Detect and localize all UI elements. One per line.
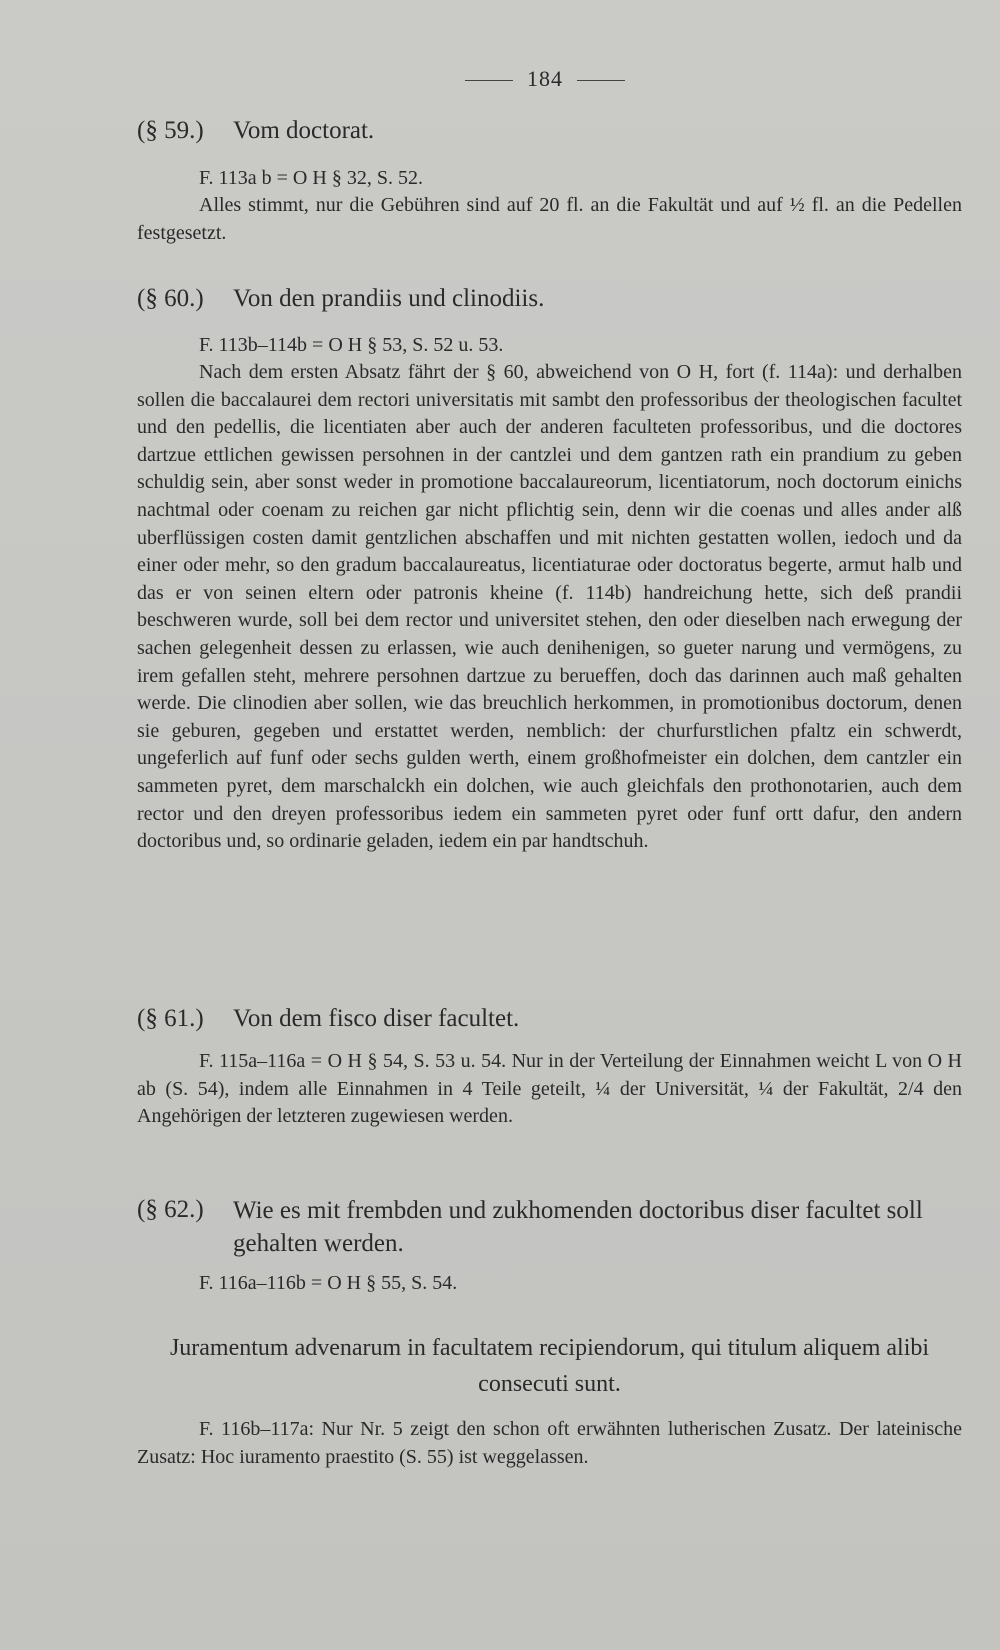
section-body: F. 115a–116a = O H § 54, S. 53 u. 54. Nur in der Verteilung der Einnahmen weicht L von O H ab (S. 54), indem alle Einnahmen in 4 Teile geteilt, ¼ der Universität, ¼ der Fakultät, 2/4 den Angehörigen der letzteren zugewiesen werden. <box>137 1050 962 1128</box>
section-reference: F. 113a b = O H § 32, S. 52. <box>199 167 423 189</box>
juramentum-section <box>137 1330 962 1471</box>
section-title: Von dem fisco diser facultet. <box>233 1005 520 1032</box>
section-number: (§ 59.) <box>137 117 204 144</box>
section-number: (§ 61.) <box>137 1005 204 1032</box>
section-60 <box>137 283 962 856</box>
section-title: Von den prandiis und clinodiis. <box>233 285 545 312</box>
section-title: Vom doctorat. <box>233 117 375 144</box>
section-heading <box>137 115 962 146</box>
section-59 <box>137 115 962 247</box>
page-number <box>0 66 1000 92</box>
section-reference: F. 116a–116b = O H § 55, S. 54. <box>199 1272 458 1294</box>
section-number: (§ 60.) <box>137 285 204 312</box>
page-number-dash-right <box>577 80 625 81</box>
section-62 <box>137 1194 962 1297</box>
section-body: Nach dem ersten Absatz fährt der § 60, abweichend von O H, fort (f. 114a): und derhalben sollen die baccalaurei dem rectori universitatis mit sambt den professoribus der theologischen facultet und den pedellis, die licentiaten aber auch der anderen faculteten professoribus, und die doctores dartzue ettlichen gewissen persohnen in der cantzlei und dem gantzen rath ein prandium zu geben schuldig sein, aber sonst weder in promotione baccalaureorum, licentiatorum, noch doctorum einichs nachtmal oder coenam zu reichen gar nicht pflichtig sein, denn wir die coenas und alles ander alß uberflüssigen costen damit gentzlichen abschaffen und mit nichten gestatten wollen, iedoch und da einer oder mehr, so den gradum baccalaureatus, licentiaturae oder doctoratus begerte, armut halb und das er von seinen eltern oder patronis kheine (f. 114b) handreichung hette, sich deß prandii beschweren wurde, soll bei dem rector und universitet stehen, den oder dieselben nach erwegung der sachen gelegenheit dessen zu erlassen, wie auch denihenigen, so gueter narung und vermögens, zu irem gefallen steht, mehrere persohnen dartzue zu berueffen, doch das darinnen auch maß gehalten werde. Die clinodien aber sollen, wie das breuchlich herkommen, in promotionibus doctorum, denen sie geburen, gegeben und erstattet werden, nemblich: der churfurstlichen pfaltz ein schwerdt, ungeferlich auf funf oder sechs gulden werth, einem großhofmeister ein dolchen, dem cantzler ein sammeten pyret, dem marschalckh ein dolchen, wie auch gleichfals den prothonotarien, auch dem rector und den dreyen professoribus iedem ein sammeten pyret oder funf ortt dafur, den andern doctoribus und, so ordinarie geladen, iedem ein par handtschuh. <box>137 361 962 853</box>
page-number-dash-left <box>465 80 513 81</box>
section-heading <box>137 1003 962 1034</box>
section-title: Wie es mit frembden und zukhomenden doctoribus diser facultet soll gehalten werden. <box>233 1197 923 1257</box>
section-body: Alles stimmt, nur die Gebühren sind auf 20 fl. an die Fakultät und auf ½ fl. an die Pedellen festgesetzt. <box>137 194 962 244</box>
section-heading <box>137 1194 962 1260</box>
section-61 <box>137 1003 962 1131</box>
juramentum-body: F. 116b–117a: Nur Nr. 5 zeigt den schon oft erwähnten lutherischen Zusatz. Der lateinische Zusatz: Hoc iuramento praestito (S. 55) ist weggelassen. <box>137 1418 962 1468</box>
juramentum-title: Juramentum advenarum in facultatem recipiendorum, qui titulum aliquem alibi consecuti sunt. <box>169 1335 930 1397</box>
page-number-text: 184 <box>527 66 563 91</box>
section-number: (§ 62.) <box>137 1196 204 1223</box>
section-reference: F. 113b–114b = O H § 53, S. 52 u. 53. <box>199 334 504 356</box>
section-heading <box>137 283 962 314</box>
